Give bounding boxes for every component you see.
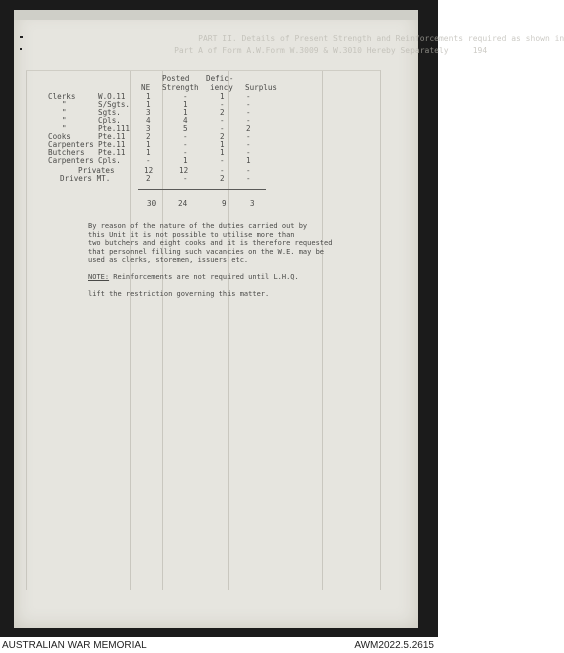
row-ne: 1 bbox=[146, 140, 151, 149]
row-deficiency: 1 bbox=[220, 140, 225, 149]
row-role: Carpenters bbox=[48, 140, 94, 149]
row-surplus: 1 bbox=[246, 156, 251, 165]
row-surplus: - bbox=[246, 140, 251, 149]
row-posted: 1 bbox=[183, 156, 188, 165]
note-text: Reinforcements are not required until L.H.Q. bbox=[109, 273, 299, 281]
row-ne: 3 bbox=[146, 124, 151, 133]
row-surplus: - bbox=[246, 166, 251, 175]
row-role: Butchers bbox=[48, 148, 85, 157]
header-deficiency-1: Defic- bbox=[206, 74, 234, 83]
row-surplus: - bbox=[246, 108, 251, 117]
row-deficiency: 2 bbox=[220, 174, 225, 183]
punch-mark bbox=[20, 36, 23, 38]
row-surplus: - bbox=[246, 116, 251, 125]
header-surplus: Surplus bbox=[245, 83, 278, 92]
total-ne: 30 bbox=[147, 199, 157, 208]
footer-credit: AUSTRALIAN WAR MEMORIAL bbox=[2, 640, 147, 651]
row-deficiency: 1 bbox=[220, 92, 225, 101]
row-role: Drivers MT. bbox=[60, 174, 111, 183]
header-ne: NE bbox=[141, 83, 151, 92]
row-rank: Sgts. bbox=[98, 108, 121, 117]
row-role: Cooks bbox=[48, 132, 71, 141]
ghost-header-line-1: PART II. Details of Present Strength and Reinforcements required as shown in bbox=[150, 34, 564, 43]
request-paragraph: By reason of the nature of the duties carried out by this Unit it is not possible to utilise more than two butchers and eight cooks and it is therefore requested that personnel filling such vacancies on the W.E. may be used as clerks, storemen, issuers etc. bbox=[88, 222, 333, 265]
paper-top-edge bbox=[14, 10, 418, 20]
row-ne: 1 bbox=[146, 92, 151, 101]
row-ne: 12 bbox=[144, 166, 154, 175]
ruled-line bbox=[26, 70, 27, 590]
row-role: Privates bbox=[78, 166, 115, 175]
row-rank: Cpls. bbox=[98, 156, 121, 165]
ruled-line bbox=[228, 70, 229, 590]
row-rank: Pte.11 bbox=[98, 140, 126, 149]
row-ne: 2 bbox=[146, 132, 151, 141]
ruled-line bbox=[26, 70, 380, 71]
row-posted: 5 bbox=[183, 124, 188, 133]
row-ne: 1 bbox=[146, 148, 151, 157]
row-ne: - bbox=[146, 156, 151, 165]
row-posted: 1 bbox=[183, 108, 188, 117]
row-posted: 4 bbox=[183, 116, 188, 125]
ruled-line bbox=[162, 70, 163, 590]
row-role: " bbox=[62, 100, 67, 109]
row-posted: 12 bbox=[179, 166, 189, 175]
note-label: NOTE: bbox=[88, 273, 110, 281]
row-posted: - bbox=[183, 92, 188, 101]
row-rank: Cpls. bbox=[98, 116, 121, 125]
row-deficiency: - bbox=[220, 124, 225, 133]
row-posted: - bbox=[183, 174, 188, 183]
row-role: " bbox=[62, 116, 67, 125]
note-line-2: lift the restriction governing this matter. bbox=[88, 290, 270, 298]
row-deficiency: - bbox=[220, 116, 225, 125]
row-deficiency: - bbox=[220, 166, 225, 175]
row-surplus: 2 bbox=[246, 124, 251, 133]
totals-rule bbox=[138, 189, 266, 190]
row-surplus: - bbox=[246, 132, 251, 141]
row-deficiency: - bbox=[220, 100, 225, 109]
row-ne: 2 bbox=[146, 174, 151, 183]
row-surplus: - bbox=[246, 174, 251, 183]
total-posted: 24 bbox=[178, 199, 188, 208]
row-posted: - bbox=[183, 140, 188, 149]
row-surplus: - bbox=[246, 100, 251, 109]
row-ne: 1 bbox=[146, 100, 151, 109]
row-rank: Pte.11 bbox=[98, 132, 126, 141]
row-rank: W.O.11 bbox=[98, 92, 126, 101]
row-posted: 1 bbox=[183, 100, 188, 109]
row-posted: - bbox=[183, 132, 188, 141]
ruled-line bbox=[322, 70, 323, 590]
row-deficiency: 2 bbox=[220, 108, 225, 117]
ruled-line bbox=[380, 70, 381, 590]
document-page bbox=[14, 10, 418, 628]
footer-accession-number: AWM2022.5.2615 bbox=[354, 640, 434, 651]
total-surplus: 3 bbox=[250, 199, 255, 208]
header-deficiency-2: iency bbox=[210, 83, 233, 92]
ghost-header-line-2: Part A of Form A.W.Form W.3009 & W.3010 Hereby Separately 194 bbox=[150, 46, 488, 55]
ruled-line bbox=[130, 70, 131, 590]
row-role: " bbox=[62, 124, 67, 133]
header-posted-1: Posted bbox=[162, 74, 190, 83]
row-deficiency: 1 bbox=[220, 148, 225, 157]
row-posted: - bbox=[183, 148, 188, 157]
row-role: " bbox=[62, 108, 67, 117]
row-surplus: - bbox=[246, 148, 251, 157]
row-deficiency: 2 bbox=[220, 132, 225, 141]
total-deficiency: 9 bbox=[222, 199, 227, 208]
row-rank: Pte.11 bbox=[98, 148, 126, 157]
row-ne: 4 bbox=[146, 116, 151, 125]
punch-mark bbox=[20, 48, 22, 50]
row-role: Carpenters bbox=[48, 156, 94, 165]
row-role: Clerks bbox=[48, 92, 76, 101]
row-rank: Pte.111 bbox=[98, 124, 131, 133]
row-rank: S/Sgts. bbox=[98, 100, 131, 109]
row-ne: 3 bbox=[146, 108, 151, 117]
row-surplus: - bbox=[246, 92, 251, 101]
row-deficiency: - bbox=[220, 156, 225, 165]
header-posted-2: Strength bbox=[162, 83, 199, 92]
note-line bbox=[88, 273, 299, 281]
